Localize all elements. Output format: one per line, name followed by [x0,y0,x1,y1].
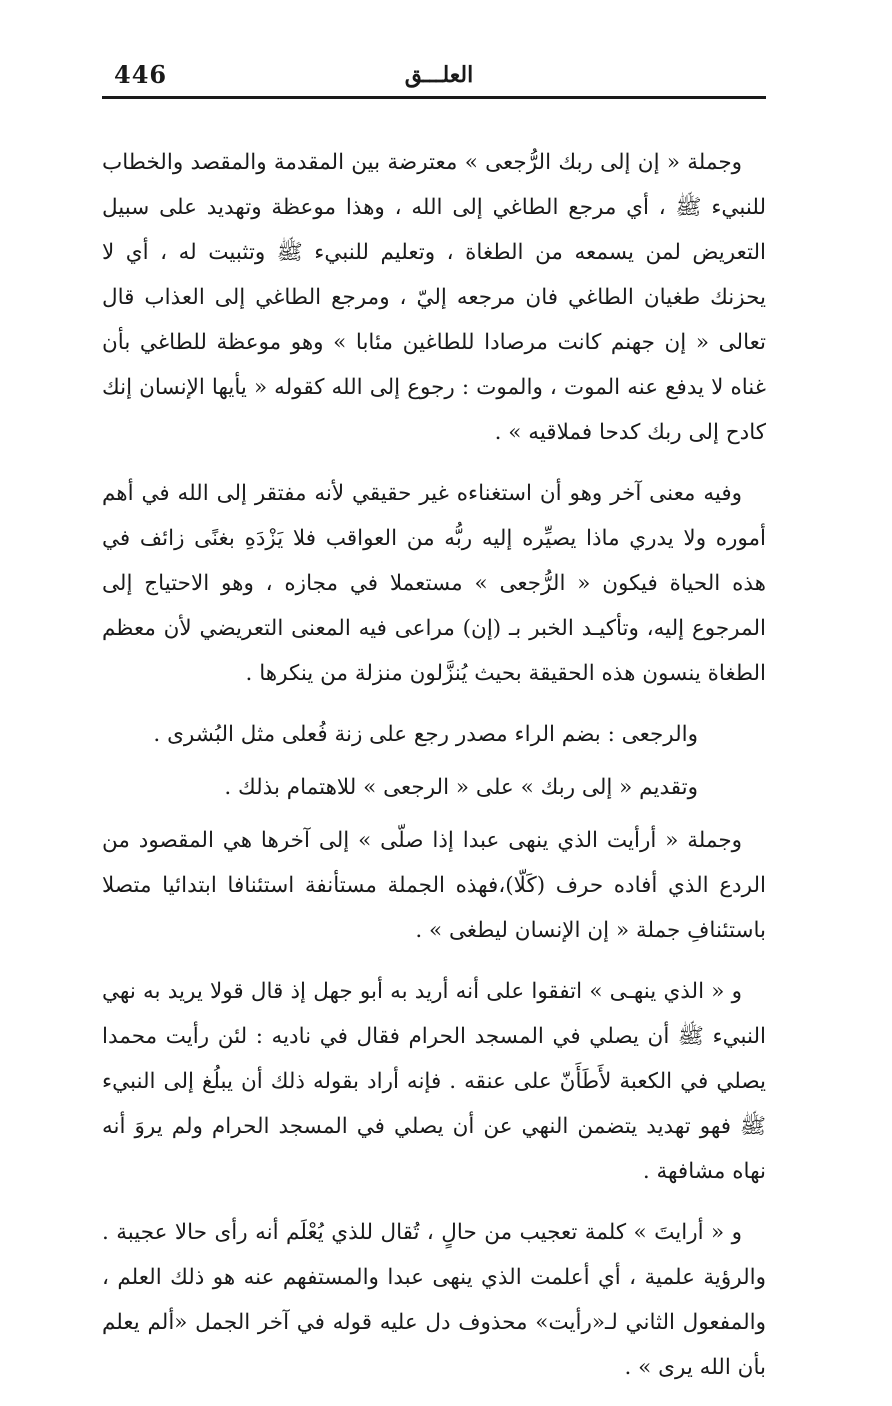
page-body [102,140,766,1406]
paragraph: والرجعى : بضم الراء مصدر رجع على زنة فُعلى مثل البُشرى . [153,722,698,747]
paragraph: و « الذي ينهـى » اتفقوا على أنه أريد به أبو جهل إذ قال قولا يريد به نهي النبيء ﷺ أن يصلي في المسجد الحرام فقال في ناديه : لئن رأيت محمدا يصلي في الكعبة لأَطَأَنّ على عنقه . فإنه أراد بقوله ذلك أن يبلُغ إلى النبيء ﷺ فهو تهديد يتضمن النهي عن أن يصلي في المسجد الحرام ولم يروَ أنه نهاه مشافهة . [102,979,766,1184]
paragraph: وجملة « أرأيت الذي ينهى عبدا إذا صلّى » إلى آخرها هي المقصود من الردع الذي أفاده حرف (كَلّا)،فهذه الجملة مستأنفة استئنافا ابتدائيا متصلا باستئنافِ جملة « إن الإنسان ليطغى » . [102,828,766,943]
paragraph: وجملة « إن إلى ربك الرُّجعى » معترضة بين المقدمة والمقصد والخطاب للنبيء ﷺ ، أي مرجع الطاغي إلى الله ، وهذا موعظة وتهديد على سبيل التعريض لمن يسمعه من الطغاة ، وتعليم للنبيء ﷺ وتثبيت له ، أي لا يحزنك طغيان الطاغي فان مرجعه إليّ ، ومرجع الطاغي إلى العذاب قال تعالى « إن جهنم كانت مرصادا للطاغين مئابا » وهو موعظة للطاغي بأن غناه لا يدفع عنه الموت ، والموت : رجوع إلى الله كقوله « يأيها الإنسان إنك كادح إلى ربك كدحا فملاقيه » . [102,150,766,445]
paragraph: وتقديم « إلى ربك » على « الرجعى » للاهتمام بذلك . [224,775,698,800]
header-rule [102,96,766,99]
paragraph: وفيه معنى آخر وهو أن استغناءه غير حقيقي لأنه مفتقر إلى الله في أهم أموره ولا يدري ماذا يصيِّره إليه ربُّه من العواقب فلا يَزْدَهِ بغنًى زائف في هذه الحياة فيكون « الرُّجعى » مستعملا في مجازه ، وهو الاحتياج إلى المرجوع إليه، وتأكيـد الخبر بـ (إن) مراعى فيه المعنى التعريضي لأن معظم الطغاة ينسون هذه الحقيقة بحيث يُنزَّلون منزلة من ينكرها . [102,481,766,686]
surah-title: العلـــق [404,62,474,88]
paragraph: و « أرايتَ » كلمة تعجيب من حالٍ ، تُقال للذي يُعْلَم أنه رأى حالا عجيبة . والرؤية علمية ، أي أعلمت الذي ينهى عبدا والمستفهم عنه هو ذلك العلم ، والمفعول الثاني لـ«رأيت» محذوف دل عليه قوله في آخر الجمل «ألم يعلم بأن الله يرى » . [102,1220,766,1380]
page-number: 446 [114,60,168,89]
running-header [104,60,766,96]
